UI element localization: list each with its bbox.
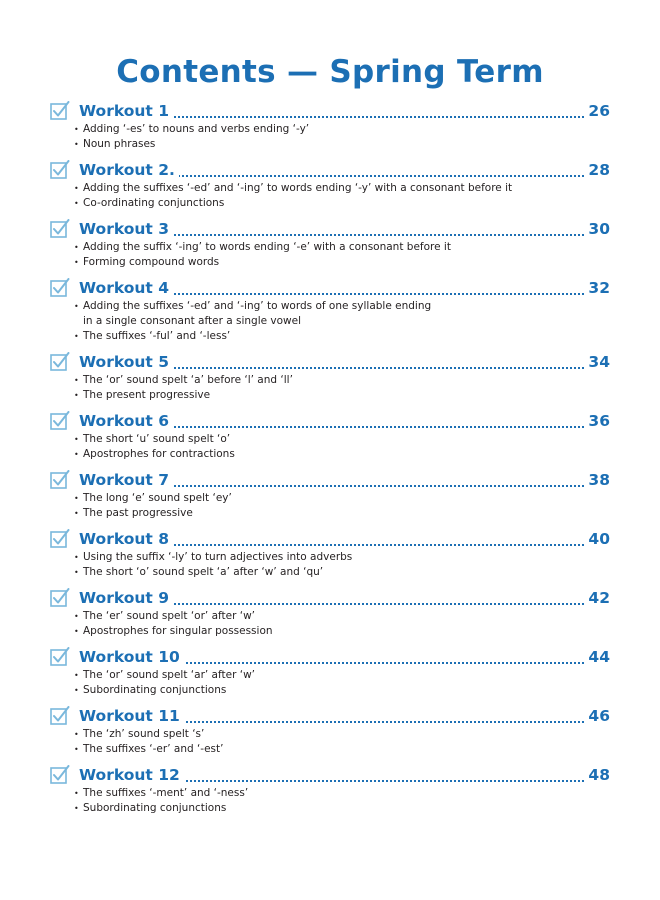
contents-entry <box>50 528 610 580</box>
topic-item: • The ‘or’ sound spelt ‘ar’ after ‘w’ <box>50 668 610 683</box>
topic-item: • Subordinating conjunctions <box>50 683 610 698</box>
contents-entry <box>50 218 610 270</box>
topic-item: • The ‘er’ sound spelt ‘or’ after ‘w’ <box>50 609 610 624</box>
workout-title: Workout 3 <box>79 220 173 238</box>
checkbox-tick-icon[interactable] <box>50 765 70 784</box>
page-title: Contents — Spring Term <box>116 54 544 90</box>
contents-entry <box>50 351 610 403</box>
page-number: 34 <box>585 351 610 373</box>
checkbox-tick-icon[interactable] <box>50 529 70 548</box>
topic-item: • Co-ordinating conjunctions <box>50 196 610 211</box>
workout-title: Workout 6 <box>79 412 173 430</box>
workout-title: Workout 12 <box>79 766 184 784</box>
topic-item: • Adding the suffix ‘-ing’ to words ending ‘-e’ with a consonant before it <box>50 240 610 255</box>
page-number: 26 <box>585 100 610 122</box>
page-number: 38 <box>585 469 610 491</box>
topic-item: • Subordinating conjunctions <box>50 801 610 816</box>
contents-entry <box>50 587 610 639</box>
contents-entry <box>50 410 610 462</box>
topic-item: • Adding ‘-es’ to nouns and verbs ending ‘-y’ <box>50 122 610 137</box>
topic-item: • The suffixes ‘-ment’ and ‘-ness’ <box>50 786 610 801</box>
topic-item: • The short ‘o’ sound spelt ‘a’ after ‘w’ and ‘qu’ <box>50 565 610 580</box>
checkbox-tick-icon[interactable] <box>50 101 70 120</box>
topic-item: • Using the suffix ‘-ly’ to turn adjectives into adverbs <box>50 550 610 565</box>
page-number: 44 <box>585 646 610 668</box>
topic-item: • The suffixes ‘-ful’ and ‘-less’ <box>50 329 610 344</box>
topic-item: • Apostrophes for contractions <box>50 447 610 462</box>
contents-entry <box>50 646 610 698</box>
topic-item: • The long ‘e’ sound spelt ‘ey’ <box>50 491 610 506</box>
page-number: 28 <box>585 159 610 181</box>
topic-item: • The ‘zh’ sound spelt ‘s’ <box>50 727 610 742</box>
page-number: 42 <box>585 587 610 609</box>
page-number: 32 <box>585 277 610 299</box>
checkbox-tick-icon[interactable] <box>50 470 70 489</box>
checkbox-tick-icon[interactable] <box>50 588 70 607</box>
contents-entry <box>50 469 610 521</box>
checkbox-tick-icon[interactable] <box>50 278 70 297</box>
topic-item: • Apostrophes for singular possession <box>50 624 610 639</box>
checkbox-tick-icon[interactable] <box>50 706 70 725</box>
workout-title: Workout 5 <box>79 353 173 371</box>
contents-entry <box>50 159 610 211</box>
topic-item: • The short ‘u’ sound spelt ‘o’ <box>50 432 610 447</box>
checkbox-tick-icon[interactable] <box>50 160 70 179</box>
checkbox-tick-icon[interactable] <box>50 647 70 666</box>
topic-item: • The present progressive <box>50 388 610 403</box>
workout-title: Workout 1 <box>79 102 173 120</box>
page-number: 46 <box>585 705 610 727</box>
contents-entry <box>50 100 610 152</box>
topic-item: • Noun phrases <box>50 137 610 152</box>
workout-title: Workout 2. <box>79 161 179 179</box>
checkbox-tick-icon[interactable] <box>50 352 70 371</box>
workout-title: Workout 4 <box>79 279 173 297</box>
checkbox-tick-icon[interactable] <box>50 411 70 430</box>
page-number: 30 <box>585 218 610 240</box>
workout-title: Workout 8 <box>79 530 173 548</box>
topic-item: • The ‘or’ sound spelt ‘a’ before ‘l’ and ‘ll’ <box>50 373 610 388</box>
workout-title: Workout 11 <box>79 707 184 725</box>
topic-item: • The suffixes ‘-er’ and ‘-est’ <box>50 742 610 757</box>
contents-entry <box>50 705 610 757</box>
page-number: 36 <box>585 410 610 432</box>
topic-item: • Adding the suffixes ‘-ed’ and ‘-ing’ to words of one syllable ending in a single consonant after a single vowel <box>50 299 610 329</box>
contents-entry <box>50 764 610 816</box>
workout-title: Workout 10 <box>79 648 184 666</box>
workout-title: Workout 9 <box>79 589 173 607</box>
topic-item: • Adding the suffixes ‘-ed’ and ‘-ing’ to words ending ‘-y’ with a consonant before it <box>50 181 610 196</box>
page-number: 48 <box>585 764 610 786</box>
topic-item: • Forming compound words <box>50 255 610 270</box>
workout-title: Workout 7 <box>79 471 173 489</box>
topic-item-continuation: in a single consonant after a single vowel <box>83 315 302 327</box>
checkbox-tick-icon[interactable] <box>50 219 70 238</box>
contents-entry <box>50 277 610 344</box>
topic-item: • The past progressive <box>50 506 610 521</box>
page-number: 40 <box>585 528 610 550</box>
